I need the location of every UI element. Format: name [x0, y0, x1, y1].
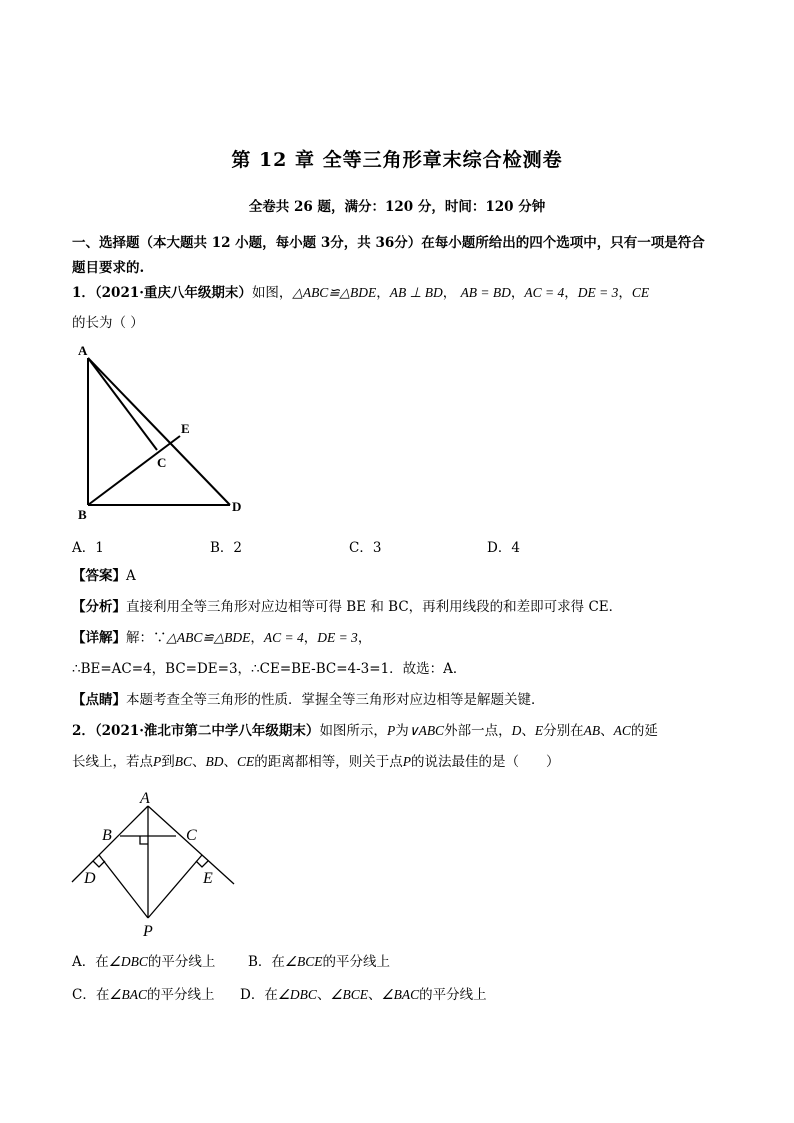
- q2-option-text: 、: [368, 987, 382, 1003]
- q2-option-text: 的平分线上: [147, 954, 216, 970]
- q2-text: 、: [192, 754, 206, 770]
- q1-text: ，: [510, 285, 525, 301]
- q1-analysis-label: 【分析】: [72, 599, 126, 615]
- q1-math: CE: [631, 285, 650, 300]
- q2-option-text: B．在: [248, 954, 285, 970]
- q1-text: ，: [442, 285, 457, 301]
- q1-detail-text: ，: [303, 630, 318, 646]
- q2-text: 的延: [630, 723, 658, 739]
- q2-option-b: [248, 950, 390, 970]
- q2-segment-ep: [148, 855, 202, 918]
- q2-text: 的说法最佳的是（ ）: [411, 754, 560, 770]
- q2-right-angle-mark: [140, 836, 148, 844]
- q1-figure: [70, 336, 260, 526]
- q2-label-e: E: [203, 870, 213, 887]
- q2-option-text: A．在: [72, 954, 109, 970]
- q2-option-math: ∠BAC: [109, 987, 147, 1002]
- q2-option-text: 的平分线上: [146, 987, 215, 1003]
- q2-math: E: [534, 723, 544, 738]
- q1-segment-ad: [88, 358, 230, 505]
- q2-text: 长线上，若点: [72, 754, 153, 770]
- q2-option-math: ∠BCE: [330, 987, 369, 1002]
- q1-analysis-text: 直接利用全等三角形对应边相等可得 BE 和 BC，再利用线段的和差即可求得 CE．: [126, 599, 623, 615]
- q2-option-math: ∠BAC: [381, 987, 420, 1002]
- q1-detail-text: ，: [250, 630, 264, 646]
- q1-text: 如图，: [251, 285, 293, 301]
- q2-text: 、: [521, 723, 535, 739]
- q1-segment-ac: [88, 358, 157, 450]
- q2-stem-line2: [72, 752, 722, 772]
- q2-text: 、: [600, 723, 614, 739]
- q1-analysis: [72, 597, 722, 617]
- q1-answer-value: A: [126, 568, 136, 584]
- q2-label-c: C: [186, 827, 197, 844]
- section-heading-line2: 题目要求的.: [72, 260, 145, 276]
- q2-math: D: [511, 723, 522, 738]
- q1-stem-line1: [72, 283, 722, 303]
- q1-comment: [72, 690, 722, 710]
- q1-number: 1．: [72, 285, 95, 301]
- q2-text: 如图所示，: [319, 723, 387, 739]
- q2-option-a: [72, 950, 215, 970]
- q1-text: ，: [618, 285, 632, 301]
- q1-text: ，: [564, 285, 578, 301]
- q2-right-angle-mark: [196, 861, 208, 867]
- q2-option-c: [72, 983, 214, 1003]
- q2-math: AC: [613, 723, 631, 738]
- q1-detail-label: 【详解】: [72, 630, 126, 646]
- q2-option-text: 的平分线上: [322, 954, 391, 970]
- q2-text: 外部一点，: [444, 723, 512, 739]
- q2-option-text: D．在: [240, 987, 278, 1003]
- q1-math: AB = BD: [460, 285, 511, 300]
- q2-math: ∨ABC: [408, 723, 445, 738]
- q2-label-d: D: [84, 870, 96, 887]
- q1-option-a: A．1: [72, 540, 104, 556]
- q1-answer: [72, 566, 722, 586]
- q1-detail-math: DE = 3: [317, 630, 358, 645]
- q1-label-c: C: [157, 455, 167, 470]
- q1-segment-be: [88, 436, 180, 505]
- q2-math: P: [402, 754, 412, 769]
- q1-label-a: A: [78, 343, 88, 358]
- q2-math: BD: [205, 754, 224, 769]
- q1-label-d: D: [232, 499, 242, 514]
- q2-text: 为: [395, 723, 409, 739]
- q1-option-d: D．4: [487, 540, 520, 556]
- q1-detail-line1: [72, 628, 722, 648]
- q1-math: △ABC≌△BDE: [292, 285, 377, 300]
- q2-label-p: P: [143, 923, 153, 940]
- q2-label-a: A: [140, 790, 150, 807]
- q1-text: ，: [376, 285, 390, 301]
- document-title: 第 12 章 全等三角形章末综合检测卷: [231, 149, 563, 171]
- section-heading-line1: 一、选择题（本大题共 12 小题，每小题 3分，共 36分）在每小题所给出的四个选项中，只有一项是符合: [72, 235, 705, 251]
- q2-math: AB: [583, 723, 601, 738]
- q2-figure: [66, 784, 242, 940]
- q1-source: （2021·重庆八年级期末）: [94, 285, 252, 301]
- q2-segment-dp: [99, 855, 148, 918]
- q1-detail-text: 解：∵: [126, 630, 167, 646]
- q2-text: 分别在: [543, 723, 584, 739]
- q2-option-d: [240, 983, 487, 1003]
- q1-detail-math: △ABC≌△BDE: [166, 630, 251, 645]
- q2-right-angle-mark: [93, 861, 105, 867]
- q2-option-text: 的平分线上: [419, 987, 487, 1003]
- q1-comment-label: 【点睛】: [72, 692, 126, 708]
- q2-source: （2021·淮北市第二中学八年级期末）: [94, 723, 320, 739]
- q2-option-math: ∠BCE: [284, 954, 323, 969]
- q2-option-math: ∠DBC: [277, 987, 317, 1002]
- q2-math: P: [386, 723, 396, 738]
- q2-text: 到: [161, 754, 175, 770]
- document-subtitle: 全卷共 26 题，满分：120 分，时间：120 分钟: [248, 199, 546, 215]
- q1-option-b: B．2: [210, 540, 243, 556]
- q1-stem-line2: 的长为（ ）: [72, 315, 144, 331]
- q1-answer-label: 【答案】: [72, 568, 126, 584]
- q2-option-text: C．在: [72, 987, 110, 1003]
- q2-math: BC: [174, 754, 193, 769]
- q2-option-text: 、: [316, 987, 331, 1003]
- q2-label-b: B: [102, 827, 112, 844]
- q1-detail-line2: ∴BE=AC=4，BC=DE=3，∴CE=BE-BC=4-3=1．故选：A．: [72, 661, 467, 677]
- q1-math: AB ⊥ BD: [389, 285, 443, 300]
- q2-math: CE: [237, 754, 255, 769]
- q1-label-e: E: [181, 421, 190, 436]
- q2-option-math: ∠DBC: [108, 954, 148, 969]
- q1-detail-text: ，: [357, 630, 372, 646]
- q1-math: AC = 4: [524, 285, 565, 300]
- q2-math: P: [153, 754, 162, 769]
- q1-option-c: C．3: [349, 540, 382, 556]
- q1-comment-text: 本题考查全等三角形的性质．掌握全等三角形对应边相等是解题关键．: [126, 692, 545, 708]
- q2-text: 的距离都相等，则关于点: [254, 754, 403, 770]
- q2-text: 、: [223, 754, 238, 770]
- q2-number: 2．: [72, 723, 95, 739]
- q1-detail-math: AC = 4: [263, 630, 304, 645]
- q1-math: DE = 3: [577, 285, 619, 300]
- q2-ray-ae: [148, 806, 234, 884]
- q2-stem-line1: [72, 721, 722, 741]
- q1-label-b: B: [78, 507, 87, 522]
